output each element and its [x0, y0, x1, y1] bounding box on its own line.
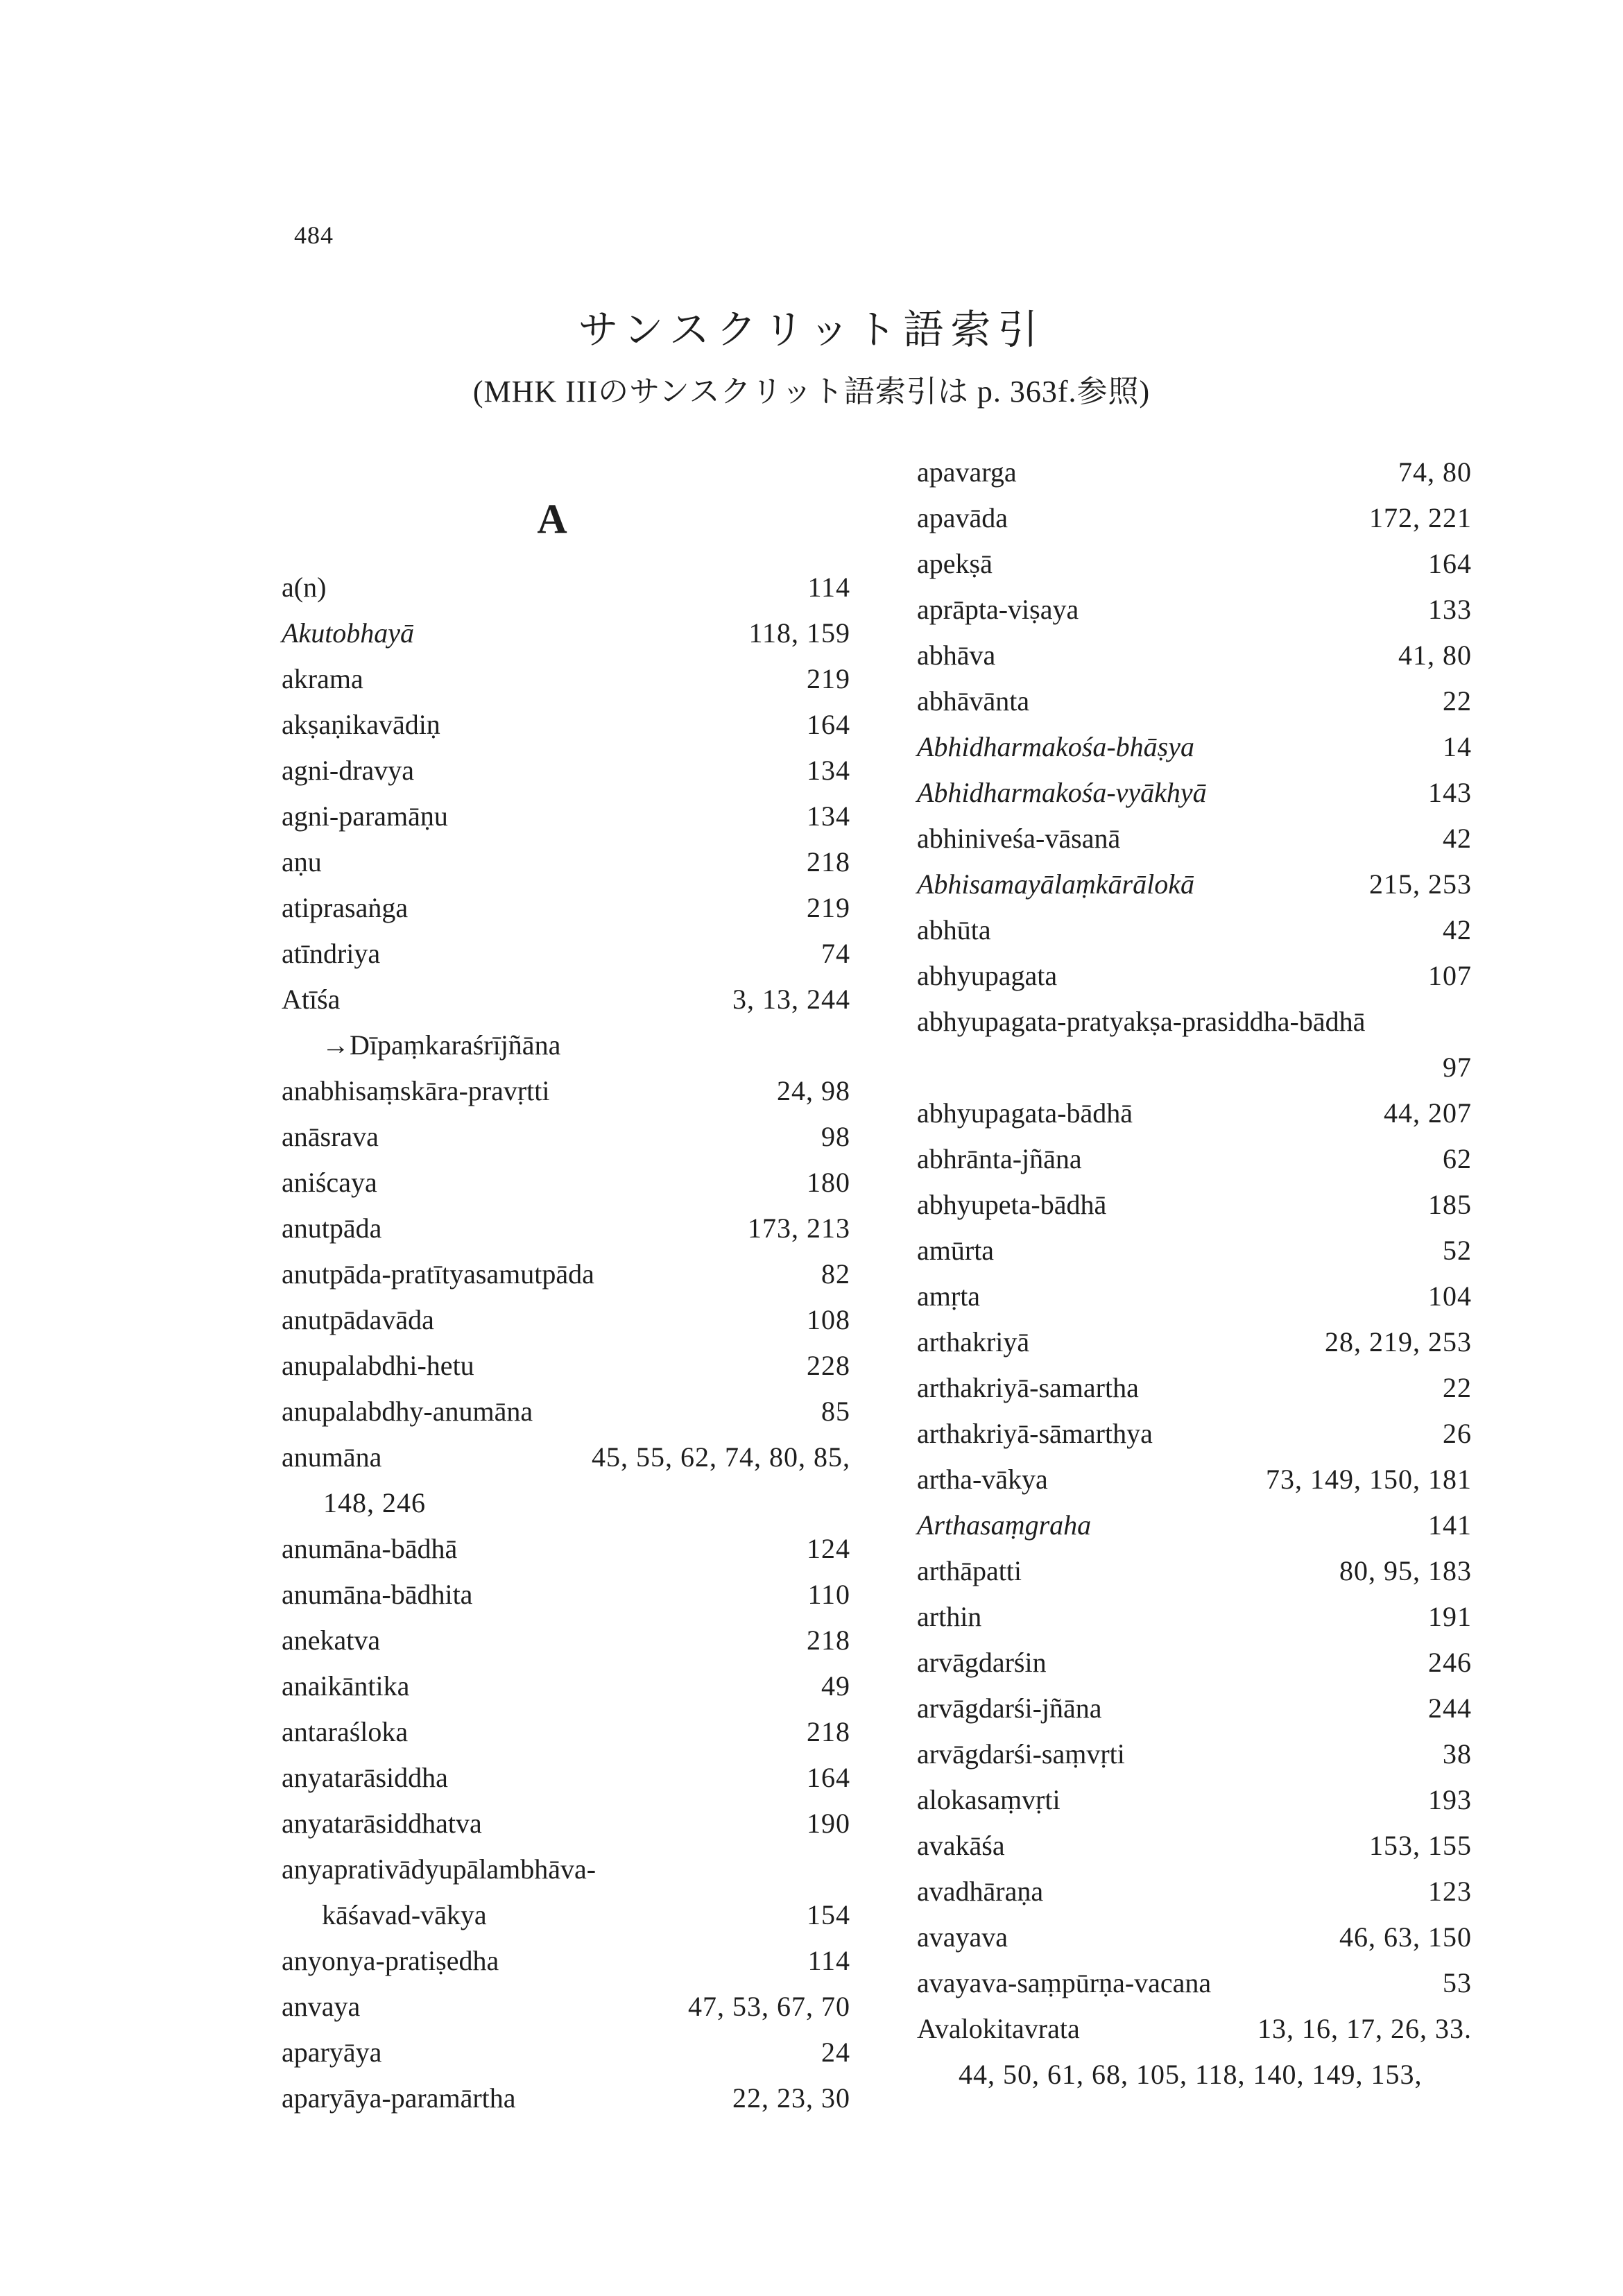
entry-pages: 173, 213 — [748, 1213, 850, 1244]
entry-term: arthin — [917, 1601, 982, 1632]
index-entry — [917, 816, 1472, 862]
index-entry — [917, 1090, 1472, 1136]
entry-term: aniścaya — [282, 1167, 377, 1198]
index-entry — [917, 541, 1472, 587]
entry-pages: 22, 23, 30 — [732, 2082, 850, 2114]
entry-pages: 41, 80 — [1398, 640, 1472, 671]
entry-pages: 185 — [1428, 1189, 1472, 1220]
index-entry — [917, 1274, 1472, 1319]
entry-term: a(n) — [282, 572, 327, 603]
entry-term: anyatarāsiddha — [282, 1762, 448, 1793]
index-entry — [282, 1389, 850, 1434]
entry-term: alokasaṃvṛti — [917, 1784, 1060, 1815]
entry-term: arthakriyā-sāmarthya — [917, 1418, 1153, 1449]
index-entry — [917, 1731, 1472, 1777]
entry-pages: 114 — [807, 572, 850, 603]
entry-pages: 44, 207 — [1384, 1097, 1472, 1129]
entry-term: anyaprativādyupālambhāva- — [282, 1853, 596, 1885]
index-entry — [917, 1594, 1472, 1640]
entry-term: arthāpatti — [917, 1555, 1022, 1586]
entry-pages: 108 — [807, 1304, 850, 1335]
entry-pages: 148, 246 — [323, 1487, 426, 1518]
entry-pages: 218 — [807, 1625, 850, 1656]
entry-term: aparyāya — [282, 2037, 382, 2068]
entry-term: Abhidharmakośa-vyākhyā — [917, 777, 1207, 808]
entry-pages: 244 — [1428, 1693, 1472, 1724]
entry-term: amūrta — [917, 1235, 995, 1266]
entry-pages: 42 — [1443, 823, 1472, 854]
entry-term: agni-paramāṇu — [282, 800, 448, 832]
entry-term: anabhisaṃskāra-pravṛtti — [282, 1075, 550, 1106]
entry-term: anutpādavāda — [282, 1304, 434, 1335]
index-entry — [917, 1502, 1472, 1548]
entry-term: avayava-saṃpūrṇa-vacana — [917, 1967, 1212, 1998]
entry-pages: 52 — [1443, 1235, 1472, 1266]
index-entry — [282, 1984, 850, 2030]
index-entry — [917, 1365, 1472, 1411]
index-entry — [282, 748, 850, 794]
entry-term: →Dīpaṃkaraśrījñāna — [322, 1029, 561, 1061]
index-entry — [917, 587, 1472, 633]
index-entry — [917, 1869, 1472, 1914]
entry-pages: 133 — [1428, 594, 1472, 625]
right-entry-list — [917, 449, 1472, 2098]
entry-term: apekṣā — [917, 548, 993, 579]
entry-pages: 218 — [807, 846, 850, 877]
entry-term: anvaya — [282, 1991, 361, 2022]
entry-pages: 80, 95, 183 — [1339, 1555, 1472, 1586]
entry-pages: 104 — [1428, 1280, 1472, 1312]
index-entry — [282, 1663, 850, 1709]
entry-pages: 172, 221 — [1369, 502, 1472, 533]
index-entry — [282, 931, 850, 977]
entry-pages: 38 — [1443, 1738, 1472, 1770]
index-entry — [917, 633, 1472, 678]
index-entry — [282, 1068, 850, 1114]
entry-term: Akutobhayā — [282, 617, 415, 649]
entry-term: arthakriyā — [917, 1326, 1030, 1357]
entry-term: Arthasaṃgraha — [917, 1509, 1092, 1541]
entry-term: amṛta — [917, 1280, 981, 1312]
index-entry — [282, 1480, 850, 1526]
entry-term: Avalokitavrata — [917, 2013, 1080, 2044]
entry-pages: 42 — [1443, 914, 1472, 945]
index-entry — [282, 885, 850, 931]
index-entry — [917, 1136, 1472, 1182]
index-entry — [917, 770, 1472, 816]
index-entry — [917, 999, 1472, 1045]
entry-term: aprāpta-viṣaya — [917, 594, 1079, 625]
entry-term: aṇu — [282, 846, 322, 877]
index-entry — [282, 565, 850, 610]
entry-term: abhiniveśa-vāsanā — [917, 823, 1121, 854]
index-entry — [917, 724, 1472, 770]
entry-term: abhrānta-jñāna — [917, 1143, 1082, 1174]
entry-pages: 49 — [821, 1670, 850, 1702]
entry-term: anutpāda — [282, 1213, 382, 1244]
entry-term: anyonya-pratiṣedha — [282, 1945, 499, 1976]
entry-pages: 190 — [807, 1808, 850, 1839]
index-entry — [917, 1686, 1472, 1731]
entry-pages: 215, 253 — [1369, 868, 1472, 900]
index-entry — [282, 1297, 850, 1343]
entry-pages: 123 — [1428, 1876, 1472, 1907]
index-entry — [282, 1526, 850, 1572]
entry-term: atiprasaṅga — [282, 892, 409, 923]
left-column — [282, 486, 850, 2121]
entry-pages: 134 — [807, 755, 850, 786]
entry-term: Abhisamayālaṃkārālokā — [917, 868, 1194, 900]
index-entry — [917, 1319, 1472, 1365]
entry-pages: 134 — [807, 800, 850, 832]
entry-pages: 22 — [1443, 685, 1472, 717]
entry-pages: 193 — [1428, 1784, 1472, 1815]
entry-term: anekatva — [282, 1625, 381, 1656]
index-entry — [917, 678, 1472, 724]
entry-pages: 24, 98 — [777, 1075, 850, 1106]
entry-term: anutpāda-pratītyasamutpāda — [282, 1258, 594, 1290]
index-entry — [282, 839, 850, 885]
entry-term: anumāna-bādhita — [282, 1579, 473, 1610]
entry-term: apavāda — [917, 502, 1008, 533]
index-entry — [282, 2030, 850, 2075]
index-entry — [917, 1640, 1472, 1686]
index-entry — [282, 1160, 850, 1206]
entry-pages: 191 — [1428, 1601, 1472, 1632]
index-entry — [917, 1457, 1472, 1502]
index-entry — [917, 1960, 1472, 2006]
entry-pages: 82 — [821, 1258, 850, 1290]
section-letter: A — [537, 496, 567, 542]
index-entry — [282, 1801, 850, 1847]
index-entry — [917, 1914, 1472, 1960]
index-entry — [282, 1618, 850, 1663]
entry-pages: 97 — [1443, 1052, 1472, 1083]
entry-term: abhyupagata-pratyakṣa-prasiddha-bādhā — [917, 1006, 1366, 1037]
entry-pages: 219 — [807, 892, 850, 923]
entry-pages: 164 — [1428, 548, 1472, 579]
entry-term: anyatarāsiddhatva — [282, 1808, 482, 1839]
entry-pages: 14 — [1443, 731, 1472, 762]
entry-pages: 85 — [821, 1396, 850, 1427]
left-entry-list — [282, 565, 850, 2121]
entry-pages: 164 — [807, 1762, 850, 1793]
entry-pages: 110 — [807, 1579, 850, 1610]
entry-term: abhyupagata — [917, 960, 1058, 991]
entry-pages: 46, 63, 150 — [1339, 1921, 1472, 1953]
entry-term: kāśavad-vākya — [322, 1899, 487, 1930]
index-subtitle: (MHK IIIのサンスクリット語索引は p. 363f.参照) — [472, 375, 1151, 409]
index-entry — [282, 656, 850, 702]
index-entry — [917, 1045, 1472, 1090]
entry-pages: 62 — [1443, 1143, 1472, 1174]
index-entry — [282, 1343, 850, 1389]
index-entry — [282, 2075, 850, 2121]
entry-term: agni-dravya — [282, 755, 415, 786]
index-entry — [282, 1847, 850, 1892]
index-entry — [282, 702, 850, 748]
entry-term: arthakriyā-samartha — [917, 1372, 1139, 1403]
index-entry — [282, 794, 850, 839]
entry-pages: 246 — [1428, 1647, 1472, 1678]
entry-pages: 180 — [807, 1167, 850, 1198]
entry-pages: 74 — [821, 938, 850, 969]
entry-pages: 98 — [821, 1121, 850, 1152]
index-entry — [917, 907, 1472, 953]
entry-term: avadhāraṇa — [917, 1876, 1044, 1907]
entry-term: abhāva — [917, 640, 996, 671]
index-entry — [282, 1251, 850, 1297]
entry-pages: 164 — [807, 709, 850, 740]
entry-term: anaikāntika — [282, 1670, 410, 1702]
entry-term: abhūta — [917, 914, 991, 945]
index-entry — [282, 977, 850, 1022]
entry-term: anupalabdhy-anumāna — [282, 1396, 533, 1427]
entry-pages: 153, 155 — [1369, 1830, 1472, 1861]
entry-pages: 218 — [807, 1716, 850, 1747]
entry-term: anumāna-bādhā — [282, 1533, 458, 1564]
entry-term: avakāśa — [917, 1830, 1005, 1861]
entry-term: arvāgdarśin — [917, 1647, 1047, 1678]
index-entry — [917, 862, 1472, 907]
index-entry — [917, 495, 1472, 541]
index-entry — [282, 1755, 850, 1801]
entry-pages: 47, 53, 67, 70 — [688, 1991, 850, 2022]
index-entry — [917, 953, 1472, 999]
entry-term: avayava — [917, 1921, 1008, 1953]
entry-pages: 73, 149, 150, 181 — [1266, 1464, 1472, 1495]
entry-term: atīndriya — [282, 938, 381, 969]
entry-term: artha-vākya — [917, 1464, 1048, 1495]
entry-pages: 124 — [807, 1533, 850, 1564]
entry-term: abhāvānta — [917, 685, 1030, 717]
entry-term: anāsrava — [282, 1121, 379, 1152]
entry-pages: 228 — [807, 1350, 850, 1381]
entry-term: Atīśa — [282, 984, 341, 1015]
index-entry — [282, 1022, 850, 1068]
entry-pages: 141 — [1428, 1509, 1472, 1541]
entry-pages: 143 — [1428, 777, 1472, 808]
index-entry — [917, 1548, 1472, 1594]
entry-term: arvāgdarśi-jñāna — [917, 1693, 1102, 1724]
index-entry — [917, 1777, 1472, 1823]
index-entry — [282, 1434, 850, 1480]
entry-term: apavarga — [917, 456, 1017, 488]
entry-term: Abhidharmakośa-bhāṣya — [917, 731, 1194, 762]
index-entry — [282, 610, 850, 656]
index-entry — [917, 1823, 1472, 1869]
entry-pages: 114 — [807, 1945, 850, 1976]
entry-term: antaraśloka — [282, 1716, 409, 1747]
index-entry — [282, 1709, 850, 1755]
index-entry — [917, 2006, 1472, 2052]
entry-pages: 107 — [1428, 960, 1472, 991]
entry-term: akrama — [282, 663, 363, 694]
entry-term: abhyupeta-bādhā — [917, 1189, 1107, 1220]
index-entry — [917, 2052, 1472, 2098]
entry-term: anupalabdhi-hetu — [282, 1350, 474, 1381]
entry-term: aparyāya-paramārtha — [282, 2082, 516, 2114]
index-entry — [917, 1411, 1472, 1457]
entry-term: akṣaṇikavādiṇ — [282, 709, 440, 740]
index-entry — [917, 1228, 1472, 1274]
index-entry — [282, 1206, 850, 1251]
entry-pages: 53 — [1443, 1967, 1472, 1998]
entry-pages: 26 — [1443, 1418, 1472, 1449]
page-number: 484 — [294, 221, 334, 249]
index-entry — [282, 1114, 850, 1160]
entry-term: anumāna — [282, 1441, 382, 1473]
entry-term: arvāgdarśi-saṃvṛti — [917, 1738, 1125, 1770]
right-column — [917, 449, 1472, 2098]
entry-pages: 13, 16, 17, 26, 33. — [1257, 2013, 1472, 2044]
entry-pages: 219 — [807, 663, 850, 694]
entry-pages: 154 — [807, 1899, 850, 1930]
index-entry — [917, 449, 1472, 495]
index-entry — [282, 1892, 850, 1938]
index-title: サンスクリット語索引 — [578, 306, 1045, 353]
entry-pages: 45, 55, 62, 74, 80, 85, — [592, 1441, 850, 1473]
entry-pages: 74, 80 — [1398, 456, 1472, 488]
entry-pages: 24 — [821, 2037, 850, 2068]
entry-term: abhyupagata-bādhā — [917, 1097, 1133, 1129]
entry-pages: 3, 13, 244 — [732, 984, 850, 1015]
entry-pages: 28, 219, 253 — [1325, 1326, 1472, 1357]
entry-pages: 44, 50, 61, 68, 105, 118, 140, 149, 153, — [959, 2059, 1423, 2090]
index-entry — [282, 1938, 850, 1984]
entry-pages: 118, 159 — [748, 617, 850, 649]
index-entry — [917, 1182, 1472, 1228]
index-entry — [282, 1572, 850, 1618]
entry-pages: 22 — [1443, 1372, 1472, 1403]
